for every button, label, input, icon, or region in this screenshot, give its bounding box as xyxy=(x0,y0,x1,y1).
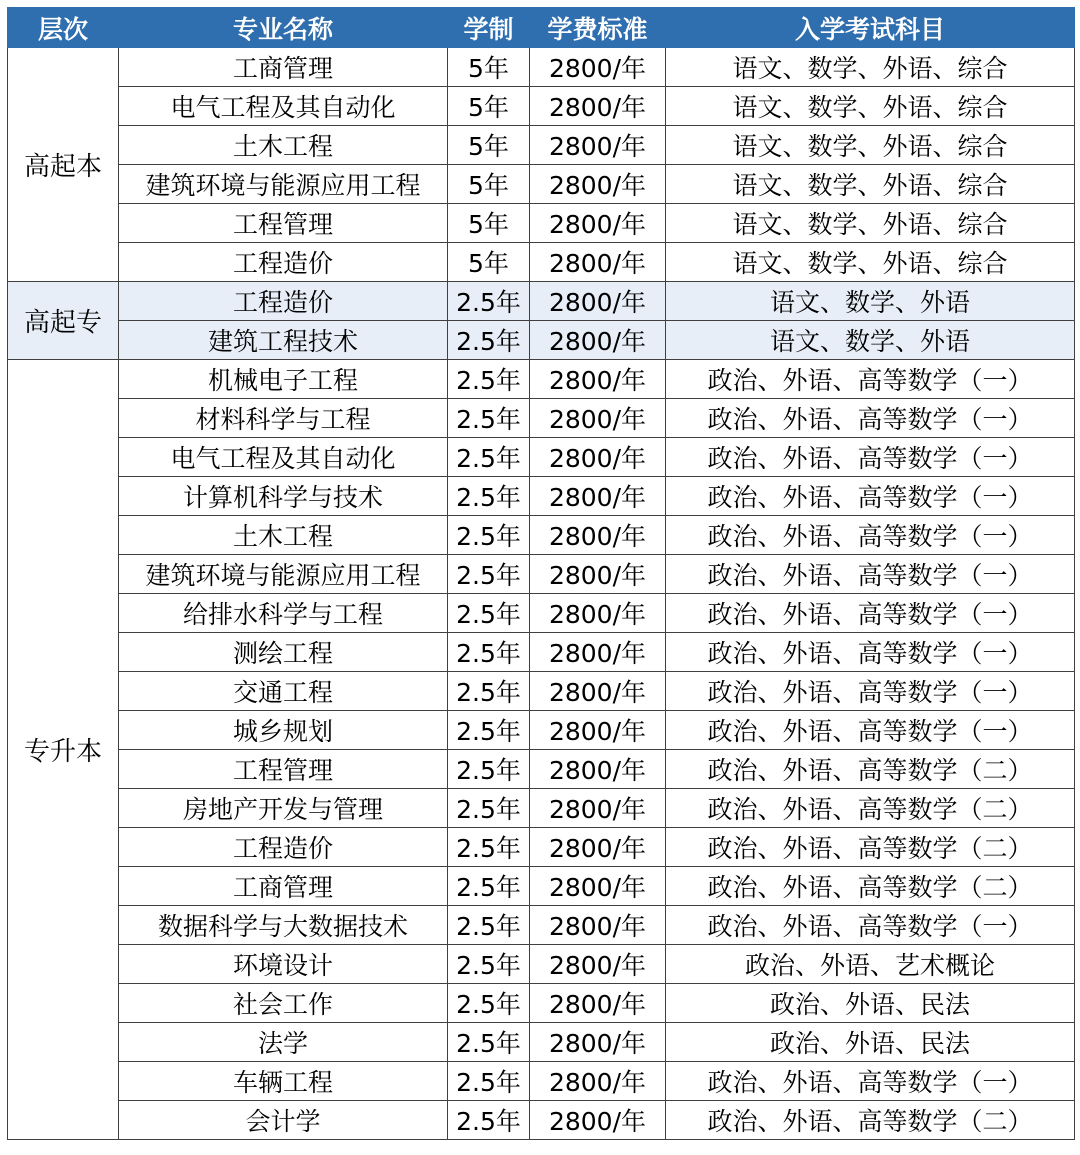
subjects-cell: 政治、外语、高等数学（一） xyxy=(666,516,1075,555)
subjects-cell: 政治、外语、高等数学（二） xyxy=(666,828,1075,867)
duration-cell: 2.5年 xyxy=(448,828,530,867)
table-row xyxy=(8,555,1075,594)
duration-cell: 2.5年 xyxy=(448,477,530,516)
fee-cell: 2800/年 xyxy=(530,828,666,867)
subjects-cell: 政治、外语、高等数学（一） xyxy=(666,477,1075,516)
table-row xyxy=(8,516,1075,555)
major-cell: 土木工程 xyxy=(119,126,448,165)
fee-cell: 2800/年 xyxy=(530,594,666,633)
major-cell: 工程管理 xyxy=(119,750,448,789)
major-cell: 工程造价 xyxy=(119,243,448,282)
subjects-cell: 语文、数学、外语、综合 xyxy=(666,48,1075,87)
table-row xyxy=(8,789,1075,828)
table-row xyxy=(8,282,1075,321)
table-row xyxy=(8,633,1075,672)
fee-cell: 2800/年 xyxy=(530,1101,666,1140)
major-cell: 车辆工程 xyxy=(119,1062,448,1101)
table-row xyxy=(8,672,1075,711)
subjects-cell: 语文、数学、外语 xyxy=(666,321,1075,360)
duration-cell: 2.5年 xyxy=(448,984,530,1023)
subjects-cell: 政治、外语、高等数学（二） xyxy=(666,1101,1075,1140)
fee-cell: 2800/年 xyxy=(530,87,666,126)
duration-cell: 5年 xyxy=(448,204,530,243)
subjects-cell: 政治、外语、高等数学（一） xyxy=(666,555,1075,594)
subjects-cell: 政治、外语、艺术概论 xyxy=(666,945,1075,984)
fee-cell: 2800/年 xyxy=(530,555,666,594)
table-row xyxy=(8,48,1075,87)
duration-cell: 2.5年 xyxy=(448,594,530,633)
program-table xyxy=(7,7,1075,1140)
fee-cell: 2800/年 xyxy=(530,711,666,750)
duration-cell: 5年 xyxy=(448,243,530,282)
major-cell: 土木工程 xyxy=(119,516,448,555)
major-cell: 交通工程 xyxy=(119,672,448,711)
major-cell: 测绘工程 xyxy=(119,633,448,672)
table-row xyxy=(8,750,1075,789)
fee-cell: 2800/年 xyxy=(530,243,666,282)
duration-cell: 2.5年 xyxy=(448,438,530,477)
subjects-cell: 政治、外语、民法 xyxy=(666,984,1075,1023)
fee-cell: 2800/年 xyxy=(530,945,666,984)
duration-cell: 2.5年 xyxy=(448,906,530,945)
major-cell: 房地产开发与管理 xyxy=(119,789,448,828)
duration-cell: 2.5年 xyxy=(448,1023,530,1062)
duration-cell: 2.5年 xyxy=(448,672,530,711)
subjects-cell: 政治、外语、高等数学（二） xyxy=(666,789,1075,828)
fee-cell: 2800/年 xyxy=(530,516,666,555)
table-row xyxy=(8,438,1075,477)
fee-cell: 2800/年 xyxy=(530,399,666,438)
table-row xyxy=(8,243,1075,282)
major-cell: 工程管理 xyxy=(119,204,448,243)
subjects-cell: 语文、数学、外语、综合 xyxy=(666,126,1075,165)
fee-cell: 2800/年 xyxy=(530,321,666,360)
major-cell: 工商管理 xyxy=(119,48,448,87)
subjects-cell: 政治、外语、高等数学（一） xyxy=(666,360,1075,399)
duration-cell: 2.5年 xyxy=(448,399,530,438)
table-row xyxy=(8,360,1075,399)
subjects-cell: 政治、外语、高等数学（一） xyxy=(666,1062,1075,1101)
fee-cell: 2800/年 xyxy=(530,789,666,828)
major-cell: 电气工程及其自动化 xyxy=(119,438,448,477)
table-row xyxy=(8,165,1075,204)
duration-cell: 2.5年 xyxy=(448,711,530,750)
fee-cell: 2800/年 xyxy=(530,984,666,1023)
major-cell: 社会工作 xyxy=(119,984,448,1023)
duration-cell: 2.5年 xyxy=(448,1062,530,1101)
header-subjects: 入学考试科目 xyxy=(666,8,1075,48)
table-row xyxy=(8,399,1075,438)
fee-cell: 2800/年 xyxy=(530,126,666,165)
table-row xyxy=(8,906,1075,945)
subjects-cell: 政治、外语、高等数学（二） xyxy=(666,750,1075,789)
subjects-cell: 语文、数学、外语、综合 xyxy=(666,204,1075,243)
fee-cell: 2800/年 xyxy=(530,672,666,711)
major-cell: 城乡规划 xyxy=(119,711,448,750)
header-fee: 学费标准 xyxy=(530,8,666,48)
duration-cell: 2.5年 xyxy=(448,1101,530,1140)
subjects-cell: 政治、外语、高等数学（一） xyxy=(666,672,1075,711)
duration-cell: 2.5年 xyxy=(448,633,530,672)
subjects-cell: 政治、外语、民法 xyxy=(666,1023,1075,1062)
duration-cell: 2.5年 xyxy=(448,867,530,906)
major-cell: 工程造价 xyxy=(119,282,448,321)
fee-cell: 2800/年 xyxy=(530,906,666,945)
table-row xyxy=(8,87,1075,126)
duration-cell: 5年 xyxy=(448,126,530,165)
major-cell: 建筑环境与能源应用工程 xyxy=(119,555,448,594)
table-row xyxy=(8,828,1075,867)
subjects-cell: 语文、数学、外语 xyxy=(666,282,1075,321)
major-cell: 会计学 xyxy=(119,1101,448,1140)
major-cell: 电气工程及其自动化 xyxy=(119,87,448,126)
fee-cell: 2800/年 xyxy=(530,438,666,477)
table-row xyxy=(8,321,1075,360)
fee-cell: 2800/年 xyxy=(530,282,666,321)
table-row xyxy=(8,1101,1075,1140)
major-cell: 机械电子工程 xyxy=(119,360,448,399)
subjects-cell: 语文、数学、外语、综合 xyxy=(666,243,1075,282)
fee-cell: 2800/年 xyxy=(530,360,666,399)
table-row xyxy=(8,1062,1075,1101)
fee-cell: 2800/年 xyxy=(530,1062,666,1101)
subjects-cell: 政治、外语、高等数学（一） xyxy=(666,906,1075,945)
fee-cell: 2800/年 xyxy=(530,867,666,906)
duration-cell: 2.5年 xyxy=(448,555,530,594)
fee-cell: 2800/年 xyxy=(530,750,666,789)
table-body xyxy=(8,48,1075,1140)
table-row xyxy=(8,204,1075,243)
subjects-cell: 语文、数学、外语、综合 xyxy=(666,165,1075,204)
header-duration: 学制 xyxy=(448,8,530,48)
major-cell: 给排水科学与工程 xyxy=(119,594,448,633)
table-row xyxy=(8,126,1075,165)
table-row xyxy=(8,867,1075,906)
program-table-container xyxy=(7,7,1075,1140)
header-major: 专业名称 xyxy=(119,8,448,48)
major-cell: 工商管理 xyxy=(119,867,448,906)
table-row xyxy=(8,1023,1075,1062)
table-row xyxy=(8,477,1075,516)
level-cell: 高起本 xyxy=(8,48,119,282)
fee-cell: 2800/年 xyxy=(530,165,666,204)
major-cell: 建筑工程技术 xyxy=(119,321,448,360)
table-row xyxy=(8,711,1075,750)
duration-cell: 5年 xyxy=(448,165,530,204)
major-cell: 建筑环境与能源应用工程 xyxy=(119,165,448,204)
major-cell: 数据科学与大数据技术 xyxy=(119,906,448,945)
duration-cell: 2.5年 xyxy=(448,750,530,789)
subjects-cell: 政治、外语、高等数学（一） xyxy=(666,633,1075,672)
duration-cell: 5年 xyxy=(448,48,530,87)
fee-cell: 2800/年 xyxy=(530,477,666,516)
duration-cell: 2.5年 xyxy=(448,789,530,828)
duration-cell: 2.5年 xyxy=(448,321,530,360)
subjects-cell: 语文、数学、外语、综合 xyxy=(666,87,1075,126)
duration-cell: 5年 xyxy=(448,87,530,126)
duration-cell: 2.5年 xyxy=(448,282,530,321)
fee-cell: 2800/年 xyxy=(530,633,666,672)
table-row xyxy=(8,945,1075,984)
subjects-cell: 政治、外语、高等数学（一） xyxy=(666,438,1075,477)
major-cell: 工程造价 xyxy=(119,828,448,867)
table-header-row xyxy=(8,8,1075,48)
fee-cell: 2800/年 xyxy=(530,204,666,243)
subjects-cell: 政治、外语、高等数学（二） xyxy=(666,867,1075,906)
table-row xyxy=(8,984,1075,1023)
major-cell: 法学 xyxy=(119,1023,448,1062)
level-cell: 高起专 xyxy=(8,282,119,360)
table-row xyxy=(8,594,1075,633)
level-cell: 专升本 xyxy=(8,360,119,1140)
duration-cell: 2.5年 xyxy=(448,945,530,984)
fee-cell: 2800/年 xyxy=(530,48,666,87)
subjects-cell: 政治、外语、高等数学（一） xyxy=(666,711,1075,750)
header-level: 层次 xyxy=(8,8,119,48)
major-cell: 计算机科学与技术 xyxy=(119,477,448,516)
major-cell: 材料科学与工程 xyxy=(119,399,448,438)
subjects-cell: 政治、外语、高等数学（一） xyxy=(666,399,1075,438)
fee-cell: 2800/年 xyxy=(530,1023,666,1062)
major-cell: 环境设计 xyxy=(119,945,448,984)
duration-cell: 2.5年 xyxy=(448,516,530,555)
subjects-cell: 政治、外语、高等数学（一） xyxy=(666,594,1075,633)
duration-cell: 2.5年 xyxy=(448,360,530,399)
